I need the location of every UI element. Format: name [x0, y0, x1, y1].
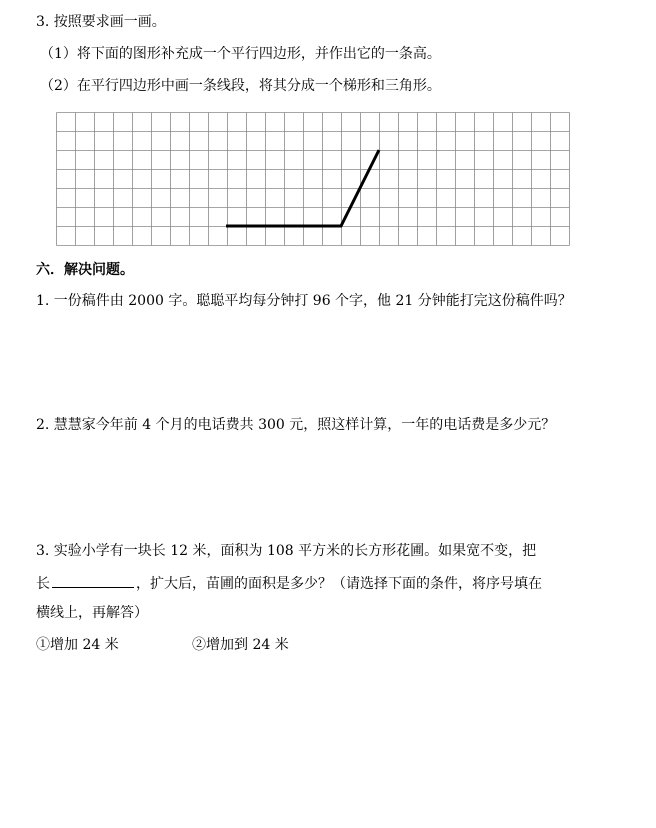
- problem-1: 1. 一份稿件由 2000 字。聪聪平均每分钟打 96 个字，他 21 分钟能打完这份稿件吗？: [36, 293, 572, 309]
- question-3-subtask-1: （1）将下面的图形补充成一个平行四边形，并作出它的一条高。: [40, 46, 441, 62]
- problem-2: 2. 慧慧家今年前 4 个月的电话费共 300 元，照这样计算，一年的电话费是多少元？: [36, 417, 556, 433]
- option-2: ②增加到 24 米: [192, 637, 289, 653]
- problem-3-line-1: 3. 实验小学有一块长 12 米，面积为 108 平方米的长方形花圃。如果宽不变，把: [36, 543, 537, 559]
- problem-3-line-3: 横线上，再解答）: [36, 605, 148, 621]
- incomplete-parallelogram-figure: [226, 150, 379, 226]
- problem-3-line-2-end: ，扩大后，苗圃的面积是多少？（请选择下面的条件，将序号填在: [136, 576, 542, 592]
- question-3-title: 3. 按照要求画一画。: [36, 14, 166, 30]
- problem-3-line-2: [36, 573, 542, 593]
- section-6-title: 六．解决问题。: [36, 262, 134, 278]
- question-3-subtask-2: （2）在平行四边形中画一条线段，将其分成一个梯形和三角形。: [40, 78, 441, 94]
- problem-3-line-2-start: 长: [36, 576, 50, 592]
- drawing-grid[interactable]: [56, 112, 572, 248]
- option-1: ①增加 24 米: [36, 637, 119, 653]
- answer-blank[interactable]: [52, 573, 134, 588]
